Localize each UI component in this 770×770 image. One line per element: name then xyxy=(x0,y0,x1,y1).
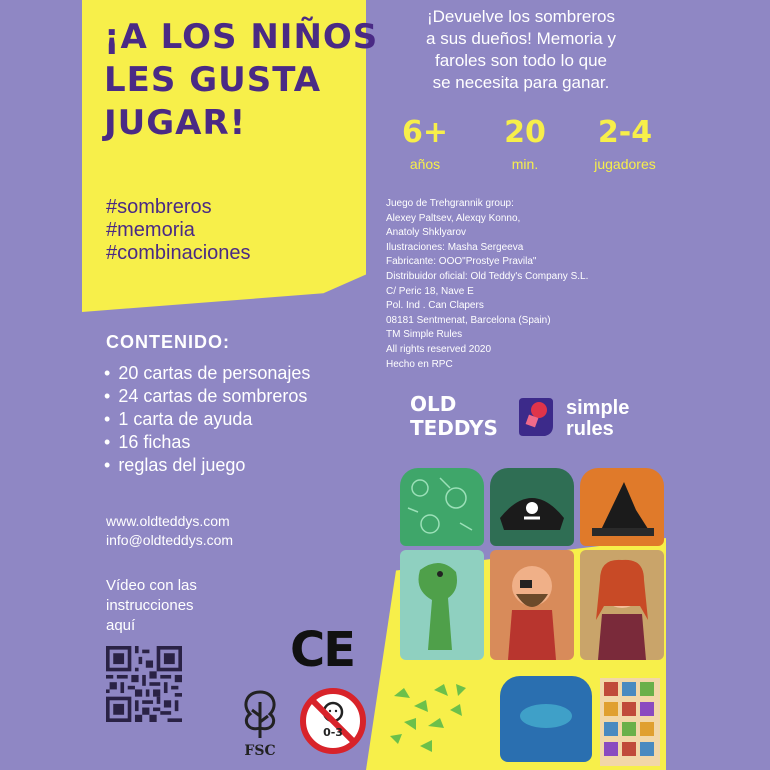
stat-label: min. xyxy=(511,156,539,172)
stat-value: 2-4 xyxy=(597,115,653,150)
contents-list xyxy=(104,362,310,477)
fsc-label: FSC xyxy=(244,743,276,759)
fsc-logo xyxy=(232,688,288,759)
tagline-line: a sus dueños! Memoria y xyxy=(426,29,616,48)
hashtag: #memoria xyxy=(106,219,195,241)
stat-players xyxy=(580,116,670,172)
logo-line: OLD xyxy=(410,392,457,416)
credit-line: Distribuidor oficial: Old Teddy's Company S.L. xyxy=(386,270,589,282)
contents-item: • 16 fichas xyxy=(104,431,310,454)
card-hat-blue xyxy=(500,676,592,762)
stat-value: 6+ xyxy=(401,115,448,150)
tagline-line: faroles son todo lo que xyxy=(434,51,607,70)
website-link[interactable]: www.oldteddys.com xyxy=(106,513,230,529)
contents-title: CONTENIDO: xyxy=(106,332,230,352)
credit-line: C/ Peric 18, Nave E xyxy=(386,285,474,297)
web-contacts xyxy=(106,512,233,550)
credit-line: Hecho en RPC xyxy=(386,358,453,370)
stat-label: años xyxy=(409,156,441,172)
hashtag: #sombreros xyxy=(106,196,212,218)
contents-item: • 1 carta de ayuda xyxy=(104,408,310,431)
logo-line: simple xyxy=(566,397,630,419)
video-line: aquí xyxy=(106,617,136,634)
video-instructions xyxy=(106,576,197,636)
headline-line: LES GUSTA xyxy=(104,60,322,100)
simple-rules-icon xyxy=(515,396,557,438)
credit-line: TM Simple Rules xyxy=(386,329,463,341)
video-line: instrucciones xyxy=(106,597,194,614)
hashtag: #combinaciones xyxy=(106,242,251,264)
stat-duration xyxy=(480,116,570,172)
headline-line: ¡A LOS NIÑOS xyxy=(104,17,379,57)
stat-label: jugadores xyxy=(594,156,656,172)
logo-line: rules xyxy=(566,418,614,440)
contents-item: • reglas del juego xyxy=(104,454,310,477)
tagline-line: ¡Devuelve los sombreros xyxy=(426,7,615,26)
hashtags xyxy=(106,196,251,265)
headline-line: JUGAR! xyxy=(104,103,247,143)
tagline-line: se necesita para ganar. xyxy=(432,73,610,92)
credit-line: All rights reserved 2020 xyxy=(386,343,492,355)
card-hat-pirate xyxy=(490,468,574,546)
card-character-witch xyxy=(580,550,664,660)
tagline xyxy=(386,6,656,94)
ce-mark: CE xyxy=(290,622,355,678)
card-character-pirate xyxy=(490,550,574,660)
stat-value: 20 xyxy=(504,115,546,150)
leaf-tokens xyxy=(384,676,484,762)
contents-item: • 24 cartas de sombreros xyxy=(104,385,310,408)
age-warning-icon xyxy=(300,688,366,754)
video-line: Vídeo con las xyxy=(106,577,197,594)
credits xyxy=(386,197,646,372)
credit-line: Ilustraciones: Masha Sergeeva xyxy=(386,241,524,253)
card-hat-witch xyxy=(580,468,664,546)
simple-rules-logo[interactable] xyxy=(566,398,629,440)
old-teddys-logo[interactable] xyxy=(410,392,498,440)
help-card xyxy=(600,678,660,766)
credit-line: Anatoly Shklyarov xyxy=(386,227,467,239)
headline xyxy=(104,16,379,145)
credit-line: Fabricante: OOO"Prostye Pravila" xyxy=(386,256,537,268)
logo-line: TEDDYS xyxy=(410,416,498,440)
credit-line: Juego de Trehgrannik group: xyxy=(386,198,514,209)
age-label: 0-3 xyxy=(323,726,343,739)
card-hat-green xyxy=(400,468,484,546)
email-link[interactable]: info@oldteddys.com xyxy=(106,532,234,548)
credit-line: Alexey Paltsev, Alexqy Konno, xyxy=(386,212,521,224)
contents-item: • 20 cartas de personajes xyxy=(104,362,310,385)
stat-age xyxy=(380,116,470,172)
game-stats xyxy=(380,116,670,172)
credit-line: Pol. Ind . Can Clapers xyxy=(386,300,484,312)
qr-code-icon[interactable] xyxy=(106,646,182,722)
credit-line: 08181 Sentmenat, Barcelona (Spain) xyxy=(386,314,551,326)
tree-icon xyxy=(232,688,288,740)
card-character-dinosaur xyxy=(400,550,484,660)
